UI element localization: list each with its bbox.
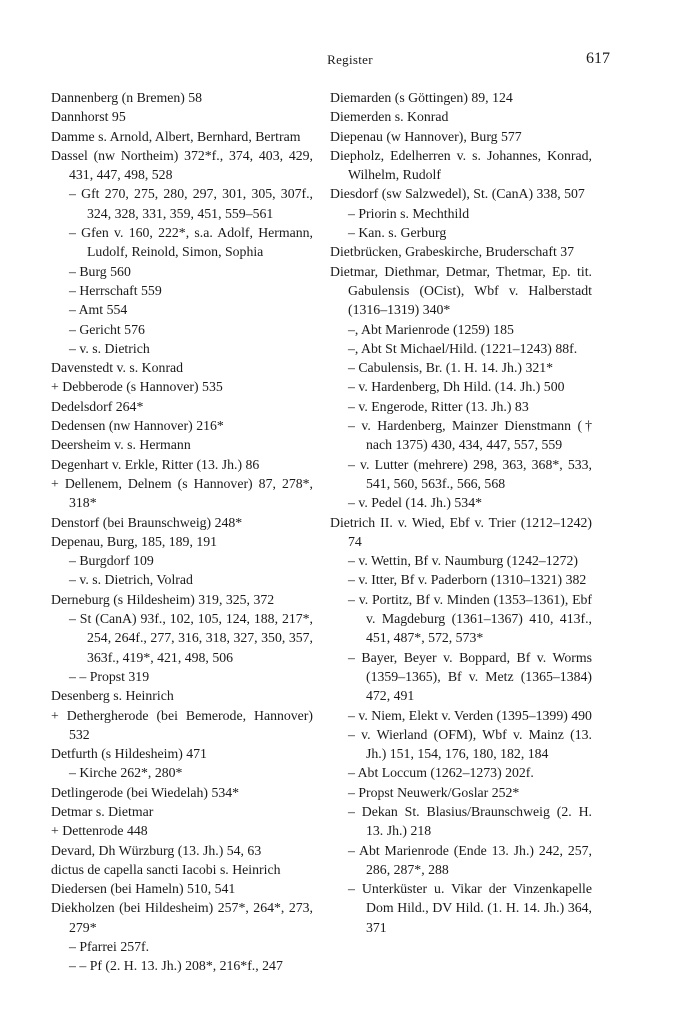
index-subentry: – – Propst 319 [69, 668, 150, 684]
index-entry: Denstorf (bei Braunschweig) 248* [51, 514, 243, 530]
page-header [0, 50, 700, 70]
index-subentry: –, Abt St Michael/Hild. (1221–1243) 88f. [348, 340, 578, 356]
index-entry: Dietmar, Diethmar, Detmar, Thetmar, Ep. tit. Gabulensis (OCist), Wbf v. Halberstadt (1316–1319) 340* [330, 263, 592, 318]
index-column-right [330, 88, 592, 937]
index-entry: Diepenau (w Hannover), Burg 577 [330, 128, 522, 144]
page-number: 617 [586, 50, 610, 67]
index-entry: Detlingerode (bei Wiedelah) 534* [51, 784, 240, 800]
index-entry: + Dethergherode (bei Bemerode, Hannover) 532 [51, 707, 313, 742]
index-entry: Desenberg s. Heinrich [51, 688, 174, 704]
index-entry: Diemerden s. Konrad [330, 109, 449, 125]
index-entry: Deersheim v. s. Hermann [51, 437, 191, 453]
index-subentry: – v. Itter, Bf v. Paderborn (1310–1321) 382 [348, 572, 587, 588]
index-subentry: – Kan. s. Gerburg [348, 225, 447, 241]
index-subentry: – Priorin s. Mechthild [348, 205, 470, 221]
index-subentry: – v. s. Dietrich [69, 340, 150, 356]
index-subentry: – – Pf (2. H. 13. Jh.) 208*, 216*f., 247 [69, 958, 283, 974]
index-subentry: – Gft 270, 275, 280, 297, 301, 305, 307f., 324, 328, 331, 359, 451, 559–561 [69, 186, 313, 221]
index-subentry: – Propst Neuwerk/Goslar 252* [348, 784, 520, 800]
index-entry: Depenau, Burg, 185, 189, 191 [51, 533, 218, 549]
index-entry: + Dettenrode 448 [51, 823, 148, 839]
index-entry: Detfurth (s Hildesheim) 471 [51, 746, 207, 762]
index-entry: Degenhart v. Erkle, Ritter (13. Jh.) 86 [51, 456, 260, 472]
index-subentry: – Amt 554 [69, 302, 128, 318]
index-subentry: – v. Portitz, Bf v. Minden (1353–1361), Ebf v. Magdeburg (1361–1367) 410, 413f., 451, 487*, 572, 573* [348, 591, 592, 646]
index-entry: Dedensen (nw Hannover) 216* [51, 418, 224, 434]
index-subentry: – v. Wierland (OFM), Wbf v. Mainz (13. Jh.) 151, 154, 176, 180, 182, 184 [348, 726, 592, 762]
index-subentry: – Gfen v. 160, 222*, s.a. Adolf, Hermann, Ludolf, Reinold, Simon, Sophia [69, 225, 313, 260]
index-entry: Derneburg (s Hildesheim) 319, 325, 372 [51, 591, 275, 607]
index-subentry: – v. Hardenberg, Dh Hild. (14. Jh.) 500 [348, 379, 565, 395]
index-entry: Detmar s. Dietmar [51, 803, 154, 819]
index-subentry: – Gericht 576 [69, 321, 145, 337]
index-entry: dictus de capella sancti Iacobi s. Heinrich [51, 861, 281, 877]
index-subentry: – v. Wettin, Bf v. Naumburg (1242–1272) [348, 553, 578, 569]
index-entry: Dannenberg (n Bremen) 58 [51, 90, 203, 105]
index-subentry: – Bayer, Beyer v. Boppard, Bf v. Worms (1359–1365), Bf v. Metz (1365–1384) 472, 491 [348, 649, 592, 704]
index-entry: + Dellenem, Delnem (s Hannover) 87, 278*, 318* [51, 475, 313, 511]
index-subentry: – v. Pedel (14. Jh.) 534* [348, 495, 482, 511]
index-subentry: – St (CanA) 93f., 102, 105, 124, 188, 217*, 254, 264f., 277, 316, 318, 327, 350, 357, 363f., 419*, 421, 498, 506 [69, 611, 313, 665]
index-subentry: – Dekan St. Blasius/Braunschweig (2. H. 13. Jh.) 218 [348, 803, 592, 839]
index-subentry: – Unterküster u. Vikar der Vinzenkapelle Dom Hild., DV Hild. (1. H. 14. Jh.) 364, 371 [348, 881, 592, 935]
index-entry: Dannhorst 95 [51, 109, 126, 125]
index-entry: Diemarden (s Göttingen) 89, 124 [330, 90, 513, 105]
index-entry: Davenstedt v. s. Konrad [51, 360, 184, 376]
index-subentry: – Abt Loccum (1262–1273) 202f. [348, 765, 534, 781]
index-subentry: – v. Niem, Elekt v. Verden (1395–1399) 490 [348, 707, 592, 723]
index-entry: Diesdorf (sw Salzwedel), St. (CanA) 338, 507 [330, 186, 585, 202]
index-entry: Dietbrücken, Grabeskirche, Bruderschaft 37 [330, 244, 575, 260]
index-column-left [51, 88, 313, 976]
index-subentry: – Burg 560 [69, 263, 131, 279]
running-title: Register [327, 52, 373, 67]
index-entry: Diekholzen (bei Hildesheim) 257*, 264*, 273, 279* [51, 900, 313, 935]
index-subentry: – v. Hardenberg, Mainzer Dienstmann († nach 1375) 430, 434, 447, 557, 559 [348, 418, 592, 453]
index-entry: + Debberode (s Hannover) 535 [51, 379, 223, 395]
index-entry: Dietrich II. v. Wied, Ebf v. Trier (1212–1242) 74 [330, 514, 592, 549]
index-subentry: – Cabulensis, Br. (1. H. 14. Jh.) 321* [348, 360, 554, 376]
index-entry: Diepholz, Edelherren v. s. Johannes, Konrad, Wilhelm, Rudolf [330, 147, 592, 183]
index-subentry: – v. s. Dietrich, Volrad [69, 572, 193, 588]
index-subentry: – v. Engerode, Ritter (13. Jh.) 83 [348, 398, 529, 414]
index-entry: Devard, Dh Würzburg (13. Jh.) 54, 63 [51, 842, 262, 858]
index-entry: Damme s. Arnold, Albert, Bernhard, Bertram [51, 128, 301, 144]
index-entry: Dedelsdorf 264* [51, 398, 144, 414]
index-subentry: – v. Lutter (mehrere) 298, 363, 368*, 533, 541, 560, 563f., 566, 568 [348, 456, 592, 491]
index-entry: Dassel (nw Northeim) 372*f., 374, 403, 429, 431, 447, 498, 528 [51, 147, 313, 183]
index-subentry: – Pfarrei 257f. [69, 939, 150, 955]
index-subentry: – Herrschaft 559 [69, 282, 162, 298]
index-subentry: –, Abt Marienrode (1259) 185 [348, 321, 514, 337]
index-entry: Diedersen (bei Hameln) 510, 541 [51, 881, 236, 897]
index-subentry: – Burgdorf 109 [69, 553, 154, 569]
index-subentry: – Kirche 262*, 280* [69, 765, 183, 781]
index-subentry: – Abt Marienrode (Ende 13. Jh.) 242, 257, 286, 287*, 288 [348, 842, 592, 877]
